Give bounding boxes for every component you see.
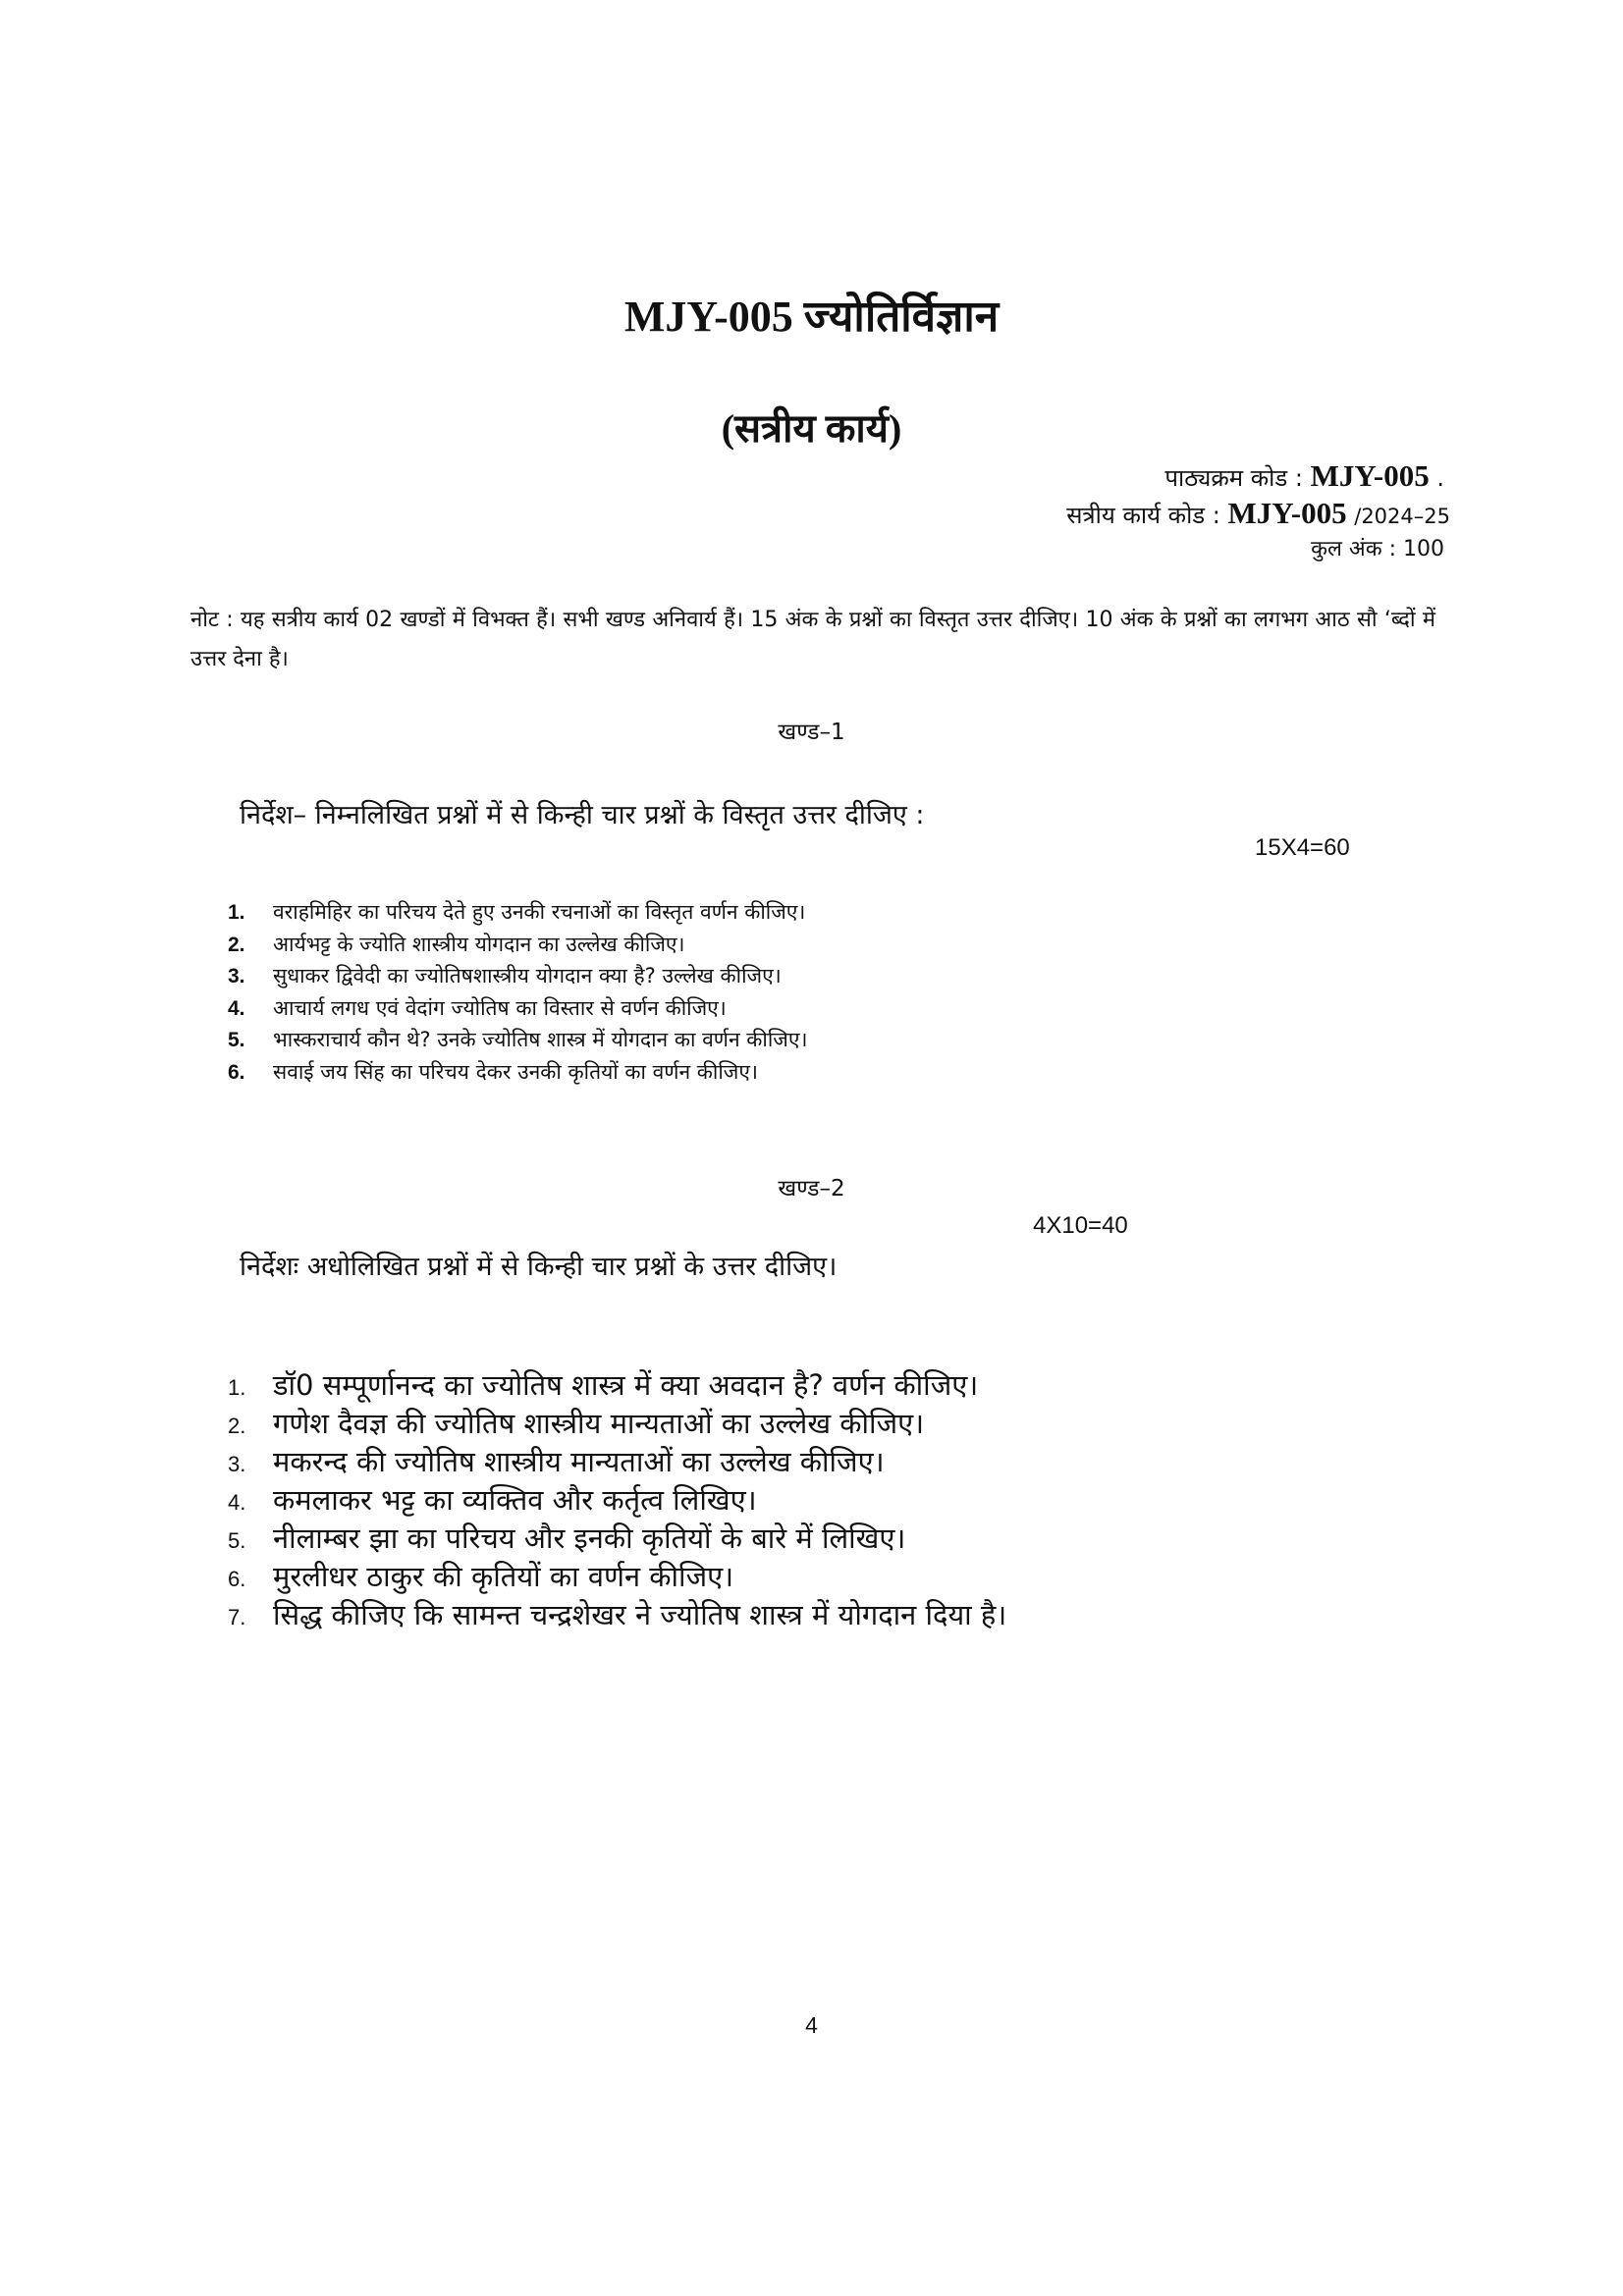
question-text: गणेश दैवज्ञ की ज्योतिष शास्त्रीय मान्यताओं का उल्लेख कीजिए।	[273, 1407, 925, 1440]
question-number: 6.	[228, 1567, 246, 1591]
section1-question	[228, 1056, 807, 1089]
document-subtitle: (सत्रीय कार्य)	[721, 406, 902, 451]
question-number: 1.	[228, 1375, 246, 1400]
question-text: नीलाम्बर झा का परिचय और इनकी कृतियों के बारे में लिखिए।	[273, 1522, 906, 1555]
question-number: 1.	[228, 901, 245, 924]
assignment-code-year: /2024–25	[1354, 505, 1450, 528]
section2-question	[228, 1558, 1006, 1596]
section1-question	[228, 929, 807, 961]
section1-instruction: निर्देश– निम्नलिखित प्रश्नों में से किन्ही चार प्रश्नों के विस्तृत उत्तर दीजिए :	[240, 800, 925, 830]
question-text: मकरन्द की ज्योतिष शास्त्रीय मान्यताओं का उल्लेख कीजिए।	[273, 1445, 885, 1478]
section1-question	[228, 960, 807, 992]
assignment-note: नोट : यह सत्रीय कार्य 02 खण्डों में विभक्त हैं। सभी खण्ड अनिवार्य हैं। 15 अंक के प्रश्नों का विस्तृत उत्तर दीजिए। 10 अंक के प्रश्नों का लगभग आठ सौ ‘ब्दों में उत्तर देना है।	[190, 608, 1435, 671]
section2-question	[228, 1366, 1006, 1405]
question-text: डॉ0 सम्पूर्णानन्द का ज्योतिष शास्त्र में क्या अवदान है? वर्णन कीजिए।	[273, 1368, 979, 1402]
document-title: MJY-005 ज्योतिर्विज्ञान	[623, 293, 1000, 341]
question-number: 4.	[228, 996, 245, 1020]
section2-question	[228, 1520, 1006, 1558]
course-code-line	[1164, 458, 1444, 494]
question-text: आर्यभट्ट के ज्योति शास्त्रीय योगदान का उल्लेख कीजिए।	[273, 932, 685, 956]
question-number: 7.	[228, 1605, 246, 1629]
assignment-code-label: सत्रीय कार्य कोड :	[1066, 502, 1220, 529]
section2-question	[228, 1481, 1006, 1520]
page-number: 4	[805, 2012, 818, 2038]
section1-question	[228, 992, 807, 1025]
section1-question	[228, 896, 807, 929]
section2-instruction: निर्देशः अधोलिखित प्रश्नों में से किन्ही चार प्रश्नों के उत्तर दीजिए।	[240, 1252, 838, 1282]
question-number: 5.	[228, 1528, 246, 1553]
section2-question	[228, 1405, 1006, 1443]
question-text: कमलाकर भट्ट का व्यक्तिव और कर्तृत्व लिखिए।	[273, 1483, 757, 1517]
question-text: मुरलीधर ठाकुर की कृतियों का वर्णन कीजिए।	[273, 1560, 734, 1593]
assignment-code-value: MJY-005	[1227, 496, 1347, 530]
question-text: भास्कराचार्य कौन थे? उनके ज्योतिष शास्त्र में योगदान का वर्णन कीजिए।	[273, 1028, 808, 1051]
question-text: सवाई जय सिंह का परिचय देकर उनकी कृतियों का वर्णन कीजिए।	[273, 1059, 758, 1084]
section2-question-list	[228, 1366, 1006, 1634]
section2-marks: 4X10=40	[1033, 1212, 1128, 1239]
question-text: सुधाकर द्विवेदी का ज्योतिषशास्त्रीय योगदान क्या है? उल्लेख कीजिए।	[273, 964, 782, 988]
question-number: 5.	[228, 1029, 245, 1051]
section1-question-list	[228, 896, 807, 1088]
question-number: 3.	[228, 1452, 246, 1476]
total-marks: कुल अंक : 100	[1311, 537, 1444, 561]
section2-heading: खण्ड–2	[778, 1176, 845, 1201]
section2-question	[228, 1596, 1006, 1634]
question-text: वराहमिहिर का परिचय देते हुए उनकी रचनाओं का विस्तृत वर्णन कीजिए।	[273, 900, 806, 924]
question-number: 2.	[228, 1414, 246, 1438]
section1-question	[228, 1024, 807, 1056]
section2-question	[228, 1443, 1006, 1481]
question-text: सिद्ध कीजिए कि सामन्त चन्द्रशेखर ने ज्योतिष शास्त्र में योगदान दिया है।	[273, 1598, 1007, 1631]
question-text: आचार्य लगध एवं वेदांग ज्योतिष का विस्तार से वर्णन कीजिए।	[273, 995, 727, 1020]
question-number: 4.	[228, 1490, 246, 1515]
assignment-code-line	[1066, 496, 1450, 531]
question-number: 6.	[228, 1060, 245, 1084]
section1-heading: खण्ड–1	[778, 720, 845, 745]
question-number: 3.	[228, 965, 245, 988]
course-code-value: MJY-005	[1310, 458, 1430, 493]
section1-marks: 15X4=60	[1255, 834, 1350, 861]
question-number: 2.	[228, 933, 245, 956]
course-code-label: पाठ्यक्रम कोड :	[1164, 464, 1303, 492]
course-code-suffix: .	[1436, 464, 1444, 492]
